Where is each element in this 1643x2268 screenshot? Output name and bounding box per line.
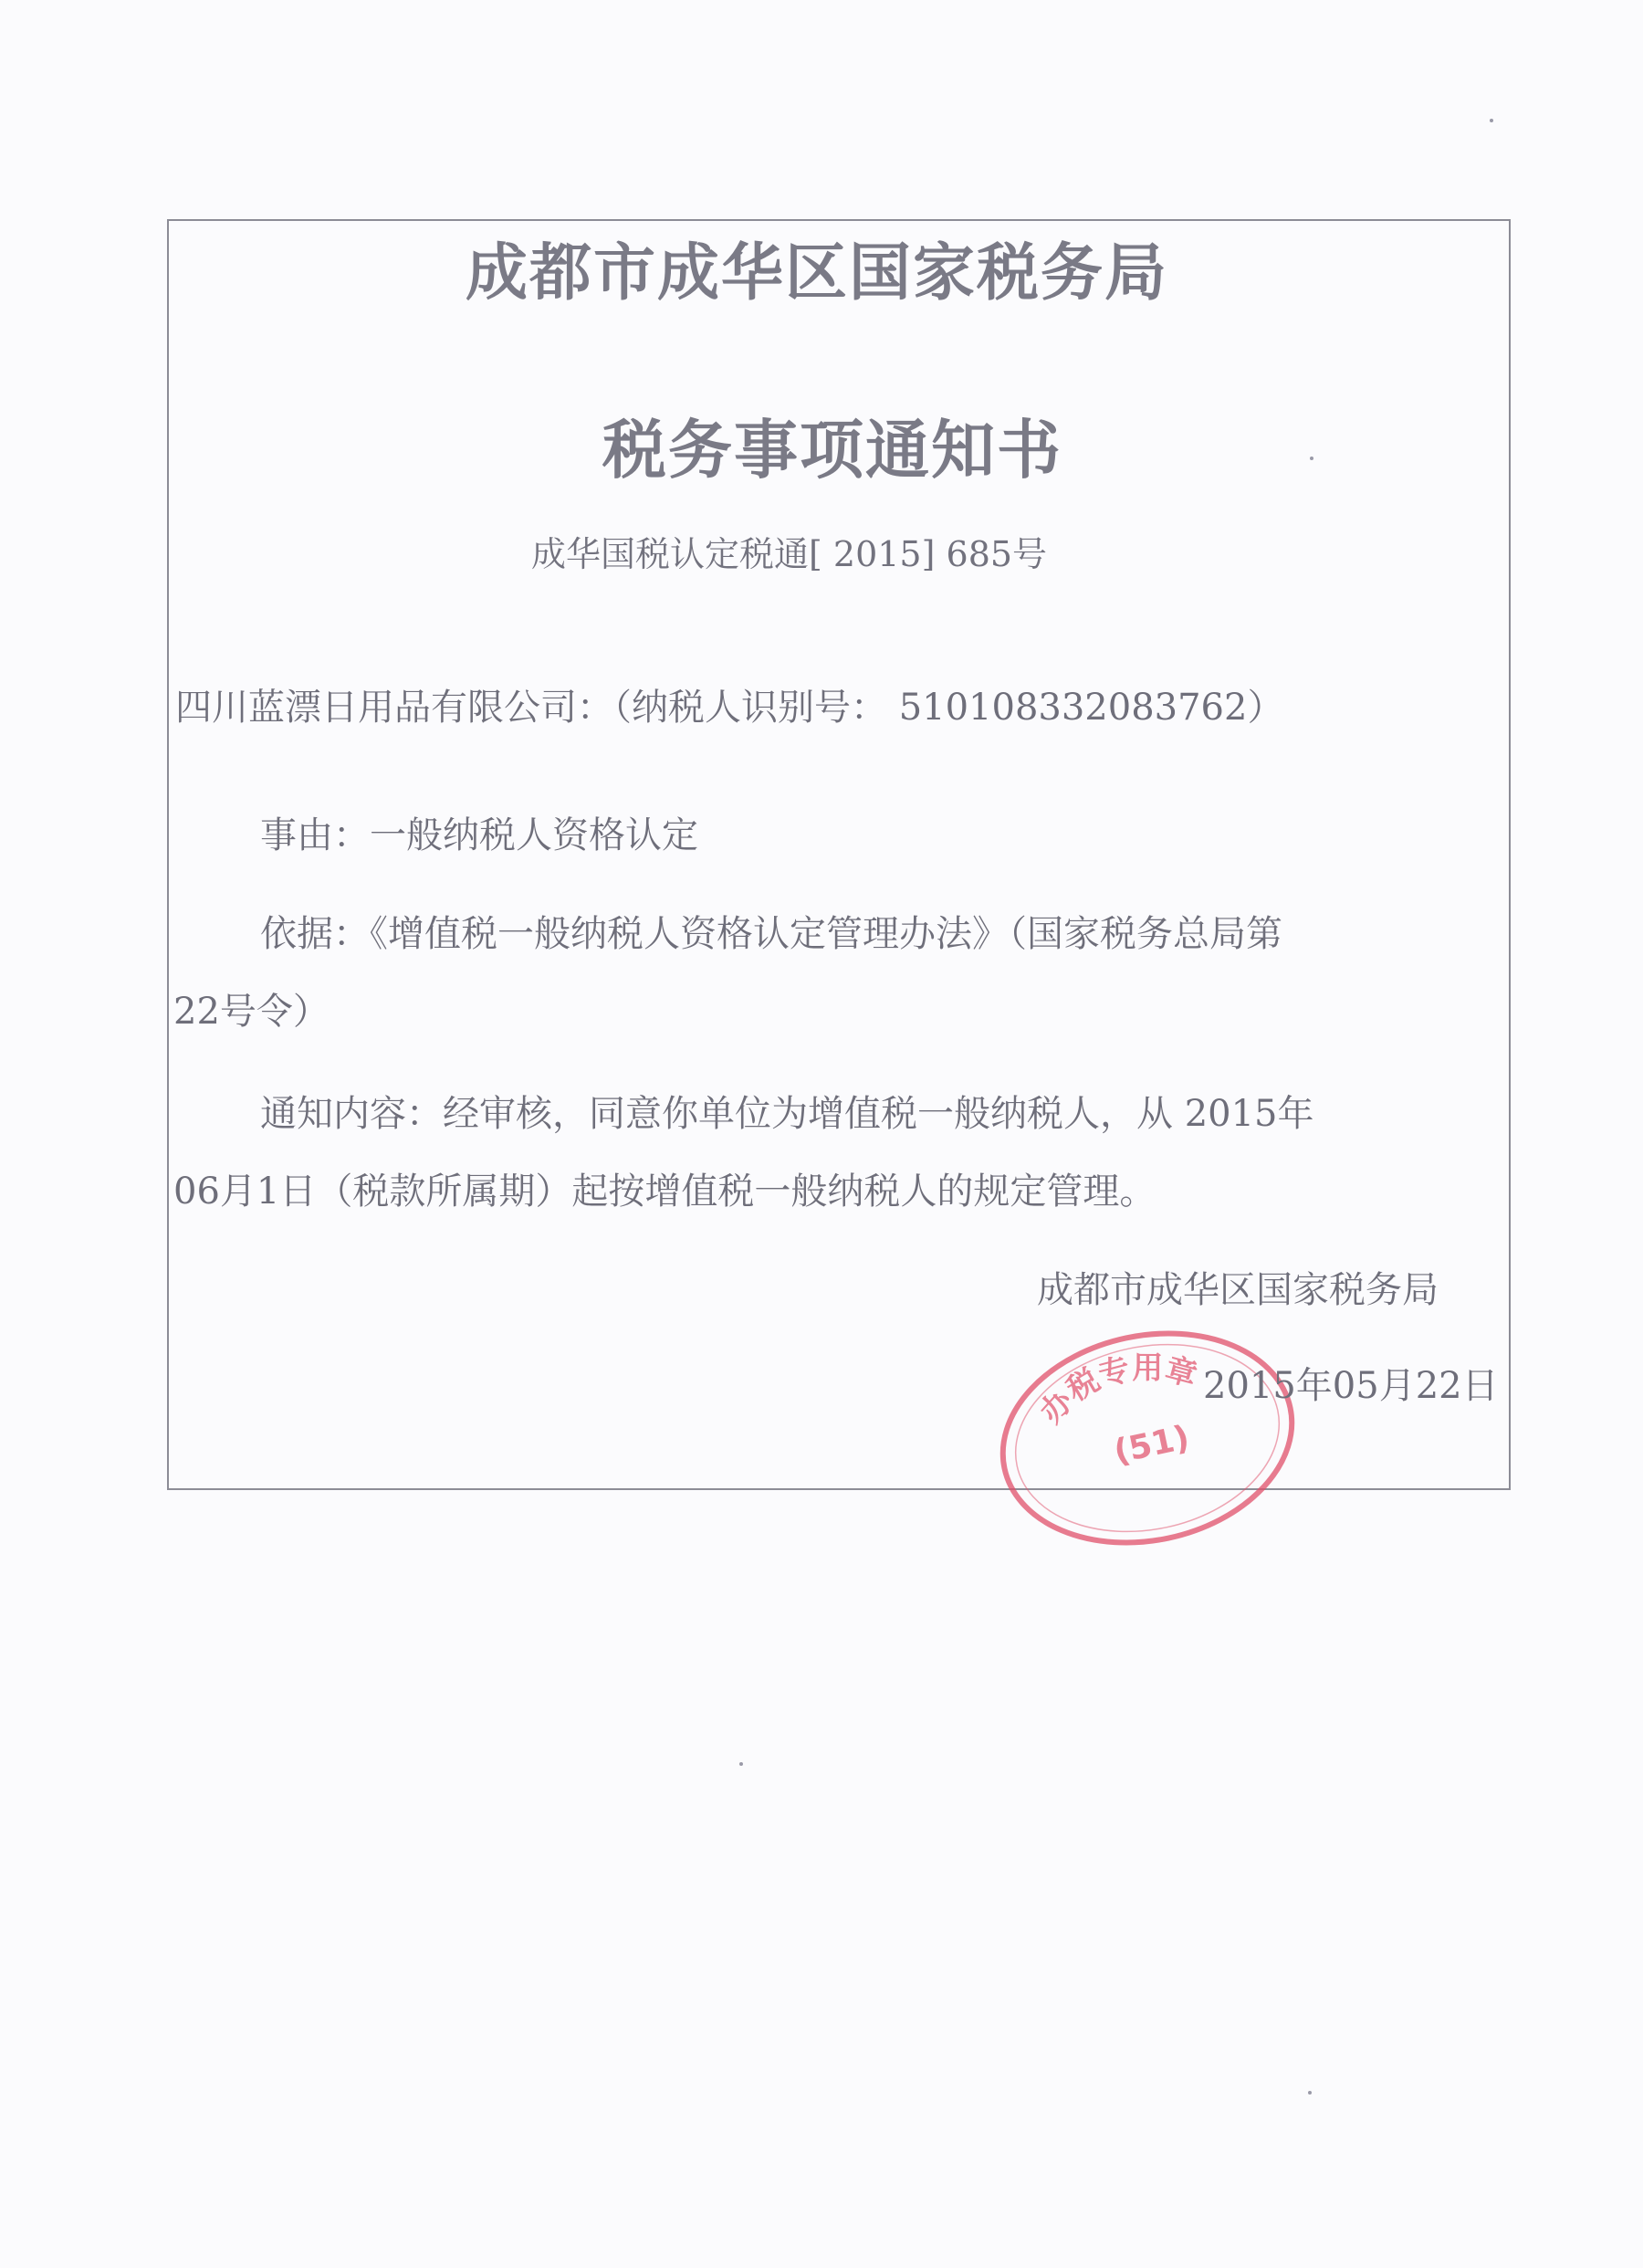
notice-content-line-continued: 06月1日（税款所属期）起按增值税一般纳税人的规定管理。 <box>173 1171 1156 1213</box>
basis-line: 依据：《增值税一般纳税人资格认定管理办法》（国家税务总局第 <box>260 913 1282 955</box>
scan-speck <box>739 1762 743 1766</box>
reason-line: 事由：一般纳税人资格认定 <box>260 814 698 856</box>
seal-inner-text: (51) <box>1110 1419 1193 1472</box>
issuer-name: 成都市成华区国家税务局 <box>1037 1269 1439 1311</box>
issue-date: 2015年05月22日 <box>1203 1365 1499 1407</box>
scan-speck <box>1308 2091 1312 2095</box>
addressee-line: 四川蓝漂日用品有限公司：（纳税人识别号： 510108332083762） <box>175 687 1284 729</box>
scan-speck <box>1490 119 1493 122</box>
basis-line-continued: 22号令） <box>173 991 330 1033</box>
notice-content-line: 通知内容：经审核，同意你单位为增值税一般纳税人，从 2015年 <box>260 1093 1314 1135</box>
official-seal-stamp <box>988 1324 1307 1552</box>
scan-speck <box>1310 457 1313 460</box>
document-number: 成华国税认定税通[ 2015] 685号 <box>531 534 1048 574</box>
notice-title: 税务事项通知书 <box>602 412 1062 488</box>
authority-title: 成都市成华区国家税务局 <box>466 236 1169 310</box>
svg-text:办税专用章 <box>1033 1349 1201 1430</box>
seal-arc-text: 办税专用章 <box>1032 1349 1201 1431</box>
